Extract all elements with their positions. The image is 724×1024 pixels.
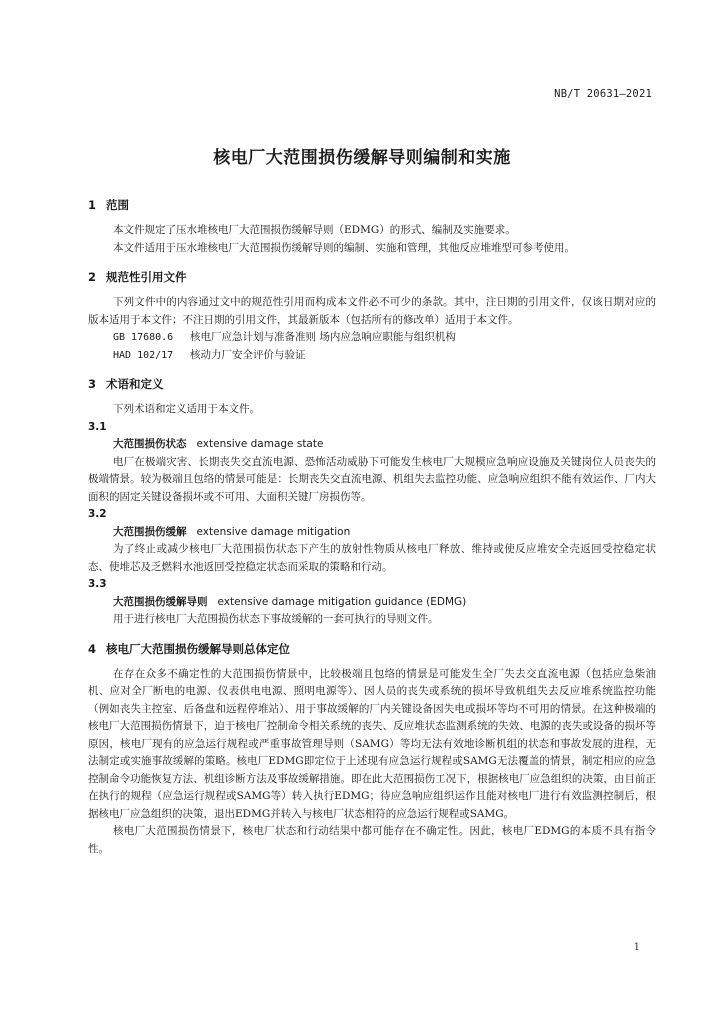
term-definition: 用于进行核电厂大范围损伤状态下事故缓解的一套可执行的导则文件。 (113, 613, 439, 625)
reference-title: 核电厂应急计划与准备准则 场内应急响应职能与组织机构 (190, 331, 456, 343)
section-4-paragraph-2: 核电厂大范围损伤情景下，核电厂状态和行动结果中都可能存在不确定性。因此，核电厂EDMG的本质不具有指令性。 (88, 825, 656, 855)
section-1-heading (88, 196, 656, 214)
section-1-paragraph-2: 本文件适用于压水堆核电厂大范围损伤缓解导则的编制、实施和管理，其他反应堆堆型可参考使用。 (113, 241, 575, 254)
document-body (88, 196, 656, 858)
reference-code: GB 17680.6 (113, 332, 174, 343)
term-number: 3.3 (88, 578, 107, 590)
section-3-intro: 下列术语和定义适用于本文件。 (113, 403, 260, 415)
reference-code: HAD 102/17 (113, 349, 174, 361)
section-4-heading (88, 640, 656, 658)
term-en: extensive damage state (196, 438, 324, 450)
term-definition: 为了终止或减少核电厂大范围损伤状态下产生的放射性物质从核电厂释放、维持或使反应堆安全壳返回受控稳定状态、使堆芯及乏燃料水池返回受控稳定状态而采取的策略和行动。 (88, 543, 656, 573)
section-number: 2 (88, 270, 97, 284)
term-name (88, 524, 656, 542)
section-title: 范围 (106, 198, 129, 212)
term-zh: 大范围损伤状态 (113, 438, 187, 450)
section-2-heading (88, 268, 656, 286)
section-3-heading (88, 375, 656, 393)
section-title: 术语和定义 (106, 377, 164, 391)
term-number: 3.1 (88, 420, 107, 433)
page-number: 1 (633, 942, 640, 953)
section-number: 4 (88, 641, 97, 656)
term-en: extensive damage mitigation (196, 525, 351, 538)
standard-code: NB/T 20631—2021 (554, 88, 652, 100)
term-number: 3.2 (88, 508, 107, 520)
term-zh: 大范围损伤缓解导则 (113, 595, 208, 608)
term-en: extensive damage mitigation guidance (EDMG) (217, 595, 467, 608)
section-1-paragraph-1: 本文件规定了压水堆核电厂大范围损伤缓解导则（EDMG）的形式、编制及实施要求。 (113, 224, 516, 236)
term-definition: 电厂在极端灾害、长期丧失交直流电源、恐怖活动威胁下可能发生核电厂大规模应急响应设施及关键岗位人员丧失的极端情景。较为极端且包络的情景可能是：长期丧失交直流电源、机组失去监控功能、应急响应组织不能有效运作、厂内大面积的固定关键设备损坏或不可用、大面积关键厂房损伤等。 (88, 455, 656, 503)
section-4-paragraph-1: 在存在众多不确定性的大范围损伤情景中，比较极端且包络的情景是可能发生全厂失去交直流电源（包括应急柴油机、应对全厂断电的电源、仪表供电电源、照明电源等）、因人员的丧失或系统的损坏导致机组失去反应堆系统监控功能（例如丧失主控室、后备盘和远程停堆站）、用于事故缓解的厂内关键设备因失电或损坏等均不可用的情景。在这种极端的核电厂大范围损伤情景下，迫于核电厂控制命令相关系统的丧失、反应堆状态监测系统的失效、电源的丧失或设备的损坏等原因，核电厂现有的应急运行规程或严重事故管理导则（SAMG）等均无法有效地诊断机组的状态和事故发展的进程，无法制定或实施事故缓解的策略。核电厂EDMG即定位于上述现有应急运行规程或SAMG无法覆盖的情景，制定相应的应急控制命令功能恢复方法、机组诊断方法及事故缓解措施。即在此大范围损伤工况下，根据核电厂应急组织的决策，由目前正在执行的规程（应急运行规程或SAMG等）转入执行EDMG；待应急响应组织运作且能对核电厂进行有效监测控制后，根据核电厂应急组织的决策，退出EDMG并转入与核电厂状态相符的应急运行规程或SAMG。 (88, 667, 656, 820)
normative-reference (88, 329, 656, 347)
section-title: 核电厂大范围损伤缓解导则总体定位 (106, 641, 290, 656)
term-name (88, 594, 656, 612)
section-title: 规范性引用文件 (106, 270, 187, 284)
term-zh: 大范围损伤缓解 (113, 525, 187, 538)
document-title: 核电厂大范围损伤缓解导则编制和实施 (213, 148, 511, 168)
reference-title: 核动力厂安全评价与验证 (190, 348, 306, 361)
normative-reference (88, 347, 656, 365)
term-name (88, 436, 656, 454)
section-number: 1 (88, 198, 97, 212)
section-2-paragraph-1: 下列文件中的内容通过文中的规范性引用而构成本文件必不可少的条款。其中，注日期的引用文件，仅该日期对应的版本适用于本文件；不注日期的引用文件，其最新版本（包括所有的修改单）适用于本文件。 (88, 296, 656, 326)
section-number: 3 (88, 377, 97, 391)
